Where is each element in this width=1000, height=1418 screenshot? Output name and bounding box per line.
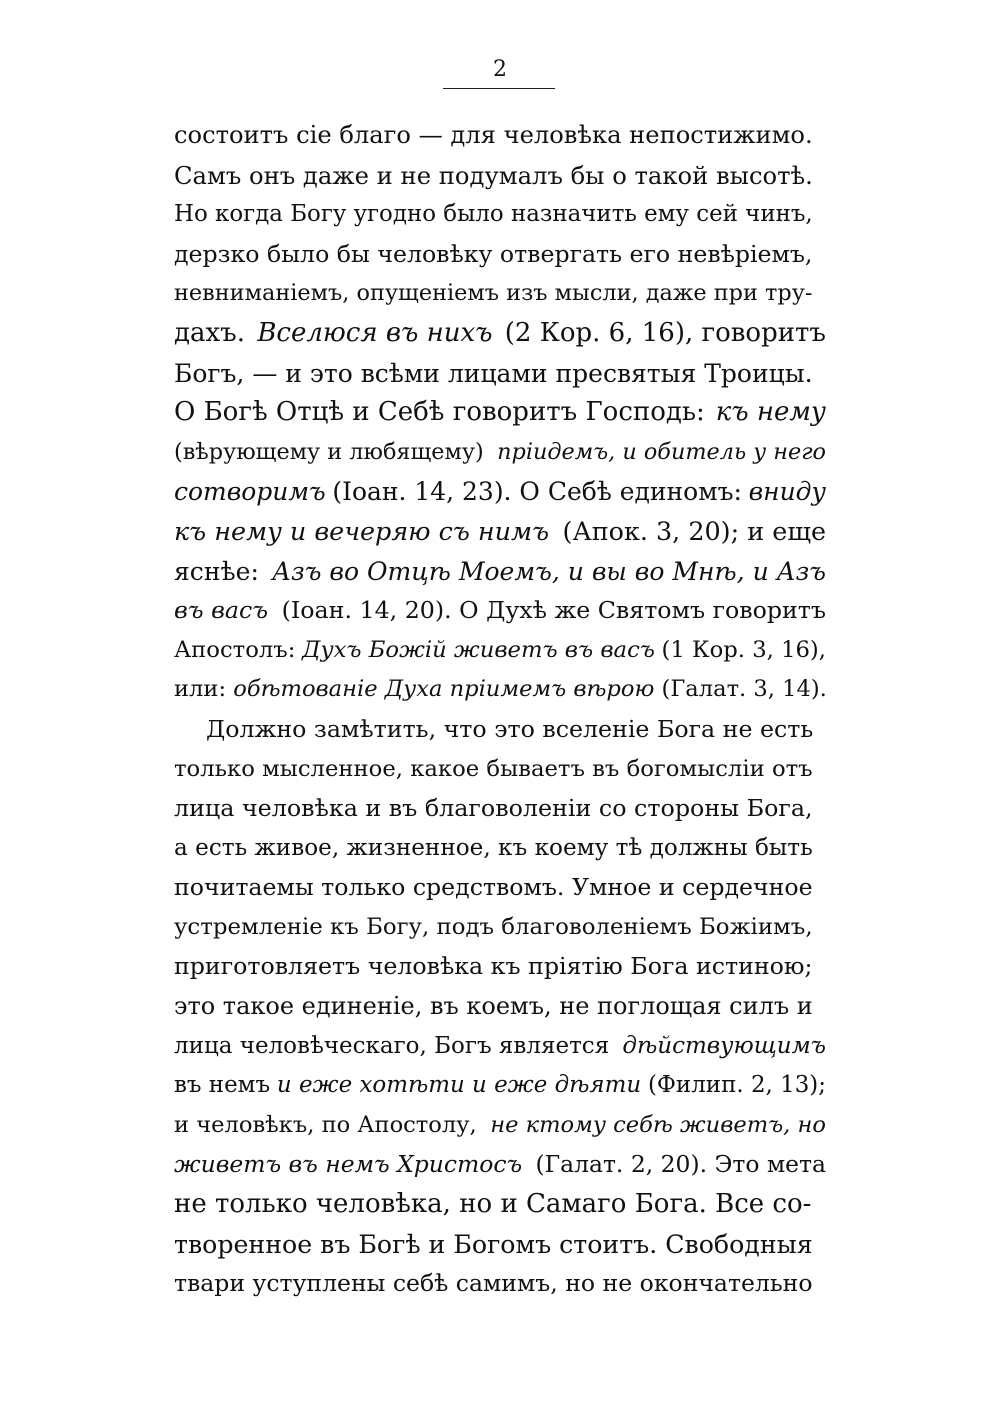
text-line: Апостолъ: Духъ Божій живетъ въ васъ (1 Кор. 3, 16),	[174, 631, 826, 671]
body-text	[174, 116, 826, 1304]
text-line: и человѣкъ, по Апостолу, не ктому себѣ живетъ, но	[174, 1106, 826, 1146]
page-number: 2	[493, 57, 507, 82]
text-line: твари уступлены себѣ самимъ, но не окончательно	[174, 1269, 813, 1298]
text-line: состоитъ сіе благо — для человѣка непостижимо.	[174, 121, 813, 149]
scripture-quote: пріидемъ, и обитель у него	[497, 438, 826, 465]
scripture-quote: Вселюся въ нихъ	[257, 317, 493, 348]
text-line: приготовляетъ человѣка къ пріятію Бога истиною;	[174, 952, 813, 981]
scripture-quote: сотворимъ	[174, 477, 326, 507]
text-line: лица человѣческаго, Богъ является дѣйствующимъ	[174, 1027, 826, 1067]
text-line: дахъ. Вселюся въ нихъ (2 Кор. 6, 16), говоритъ	[174, 314, 826, 354]
scripture-quote: вниду	[748, 477, 826, 507]
text-line: Богъ, — и это всѣми лицами пресвятыя Троицы.	[174, 358, 813, 388]
text-line: лица человѣка и въ благоволеніи со стороны Бога,	[174, 794, 813, 823]
scripture-quote: Духъ Божій живетъ въ васъ	[302, 636, 655, 663]
text-line: въ немъ и еже хотѣти и еже дѣяти (Филип. 2, 13);	[174, 1066, 826, 1106]
text-line: Но когда Богу угодно было назначить ему сей чинъ,	[174, 201, 813, 228]
text-line: невниманіемъ, опущеніемъ изъ мысли, даже при тру-	[174, 280, 813, 307]
text-line: не только человѣка, но и Самаго Бога. Все со-	[174, 1189, 812, 1220]
text-line: творенное въ Богѣ и Богомъ стоитъ. Свободныя	[174, 1229, 813, 1259]
scripture-quote: къ нему и вечеряю съ нимъ	[174, 515, 550, 546]
scripture-quote: дѣйствующимъ	[622, 1032, 826, 1059]
text-line: къ нему и вечеряю съ нимъ (Апок. 3, 20); и еще	[174, 512, 826, 552]
text-line: а есть живое, жизненное, къ коему тѣ должны быть	[174, 834, 813, 861]
paragraph-start-line: Должно замѣтить, что это вселеніе Бога не есть	[206, 714, 814, 743]
scripture-quote: въ васъ	[174, 596, 269, 625]
text-line: почитаемы только средствомъ. Умное и сердечное	[174, 873, 813, 902]
scripture-quote: живетъ въ немъ Христосъ	[174, 1150, 523, 1179]
text-line: яснѣе: Азъ во Отцѣ Моемъ, и вы во Мнѣ, и Азъ	[174, 552, 826, 592]
text-line: (вѣрующему и любящему) пріидемъ, и обитель у него	[174, 433, 826, 473]
text-line: только мысленное, какое бываетъ въ богомысліи отъ	[174, 755, 813, 782]
text-line: О Богѣ Отцѣ и Себѣ говоритъ Господь: къ нему	[174, 393, 826, 433]
scripture-quote: къ нему	[715, 397, 826, 428]
text-line: Самъ онъ даже и не подумалъ бы о такой высотѣ.	[174, 160, 813, 190]
text-line: живетъ въ немъ Христосъ (Галат. 2, 20). Это мета	[174, 1145, 826, 1185]
scripture-quote: и еже хотѣти и еже дѣяти	[276, 1072, 642, 1099]
text-line: устремленіе къ Богу, подъ благоволеніемъ Божіимъ,	[174, 913, 813, 940]
scripture-quote: Азъ во Отцѣ Моемъ, и вы во Мнѣ, и Азъ	[272, 556, 826, 586]
header-rule	[443, 88, 555, 89]
scripture-quote: не ктому себѣ живетъ, но	[490, 1111, 826, 1138]
text-line: сотворимъ (Іоан. 14, 23). О Себѣ единомъ: вниду	[174, 472, 826, 512]
text-line: это такое единеніе, въ коемъ, не поглощая силъ и	[174, 992, 813, 1021]
text-line: или: обѣтованіе Духа пріимемъ вѣрою (Галат. 3, 14).	[174, 670, 826, 710]
text-line: въ васъ (Іоан. 14, 20). О Духѣ же Святомъ говоритъ	[174, 591, 826, 631]
scripture-quote: обѣтованіе Духа пріимемъ вѣрою	[233, 676, 655, 703]
text-line: дерзко было бы человѣку отвергать его невѣріемъ,	[174, 239, 813, 268]
